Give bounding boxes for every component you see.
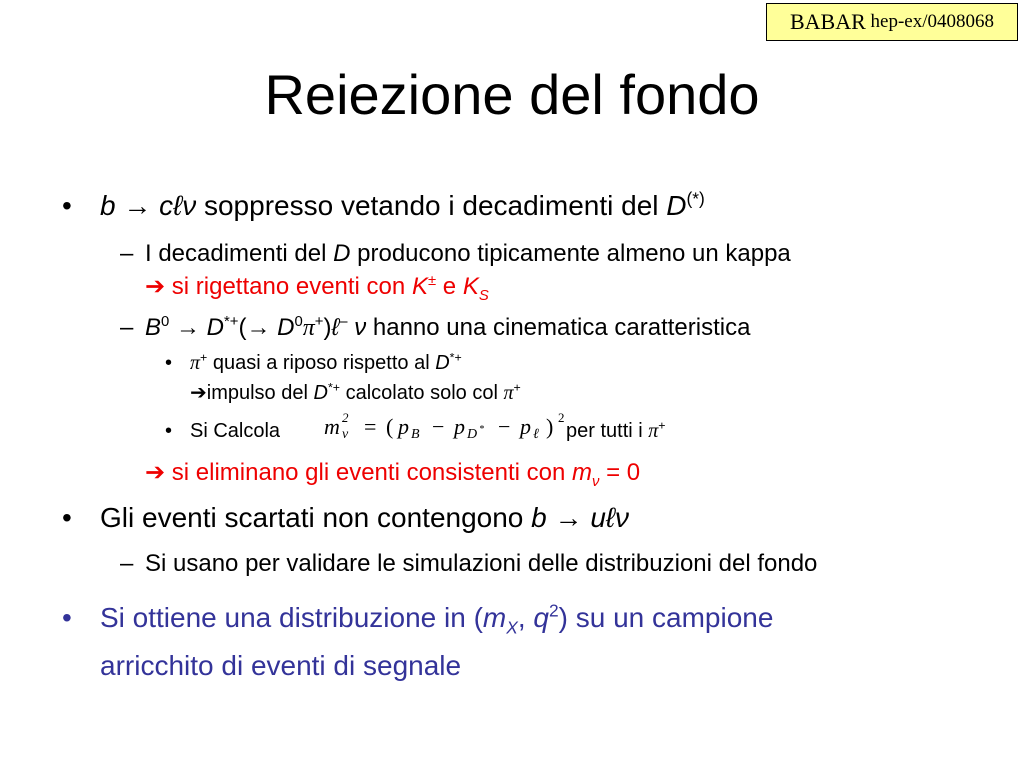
reference-tag [766, 3, 1018, 41]
meson-B-sup: 0 [161, 314, 170, 330]
formula-p-D-sub: D [467, 427, 478, 442]
meson-B: B [145, 314, 162, 341]
comma: , [517, 602, 526, 633]
subsub-1-text-c: calcolato solo col [345, 382, 498, 404]
reject-text: si rigettano eventi con [171, 273, 406, 300]
sub-2-1-text: Si usano per validare le simulazioni delle distribuzioni del fondo [145, 550, 818, 577]
mass-nu-sub: ν [592, 473, 600, 490]
sub-marker: – [120, 550, 134, 577]
subsub-marker: • [165, 352, 173, 374]
formula-m-sup: 2 [342, 410, 349, 425]
pion-sup: + [658, 418, 666, 433]
meson-D: D [333, 240, 351, 267]
sub-1-2-body: hanno una cinematica caratteristica [372, 314, 751, 341]
neutrino: ν [614, 502, 629, 533]
meson-D: D [666, 190, 687, 221]
pion-sup: + [314, 314, 324, 330]
arrow-right-icon: ➔ [190, 382, 207, 404]
mass-m: m [482, 602, 507, 633]
formula-paren-open: ( [386, 414, 394, 439]
quark-c-lepton: cℓ [159, 190, 183, 221]
subsub-2-label: Si Calcola [190, 420, 281, 442]
bullet-3-line2: arricchito di eventi di segnale [100, 650, 462, 681]
neutrino-mass-formula [312, 410, 574, 450]
momentum-q: q [533, 602, 549, 633]
formula-p-D-star: * [479, 424, 484, 435]
kaon-short: K [462, 273, 479, 300]
bullet-marker: • [62, 502, 72, 533]
subsub-1-text [190, 352, 462, 375]
kaon-charge: ± [427, 273, 437, 289]
sub-1-1-text-b: producono tipicamente almeno un kappa [357, 240, 791, 267]
arrow: → [246, 314, 271, 341]
subsub-1-text-a: quasi a riposo rispetto al [212, 352, 430, 374]
paren-open: ( [238, 314, 247, 341]
slide-title: Reiezione del fondo [264, 63, 760, 126]
pion-sup: + [513, 380, 521, 395]
meson-D: D [435, 352, 450, 374]
bullet-3-text-a: Si ottiene una distribuzione in ( [100, 602, 483, 633]
subsub-1-cont [190, 380, 521, 405]
kaon-short-sub: S [478, 287, 489, 304]
pion: π [190, 352, 201, 374]
arrow: → [554, 502, 583, 533]
mass-m: m [572, 459, 592, 486]
subsub-2-text-b: per tutti i [566, 420, 643, 442]
bullet-1-body: soppresso vetando i decadimenti del [203, 190, 659, 221]
formula-p-D: p [454, 414, 465, 439]
pion: π [503, 382, 514, 404]
subsub-marker: • [165, 420, 173, 442]
tag-experiment: BABAR [789, 9, 866, 34]
formula-p-l-sub: ℓ [533, 427, 539, 442]
arrow: → [175, 314, 200, 341]
formula-p-B-sub: B [411, 427, 420, 442]
formula-minus: − [498, 414, 511, 439]
sub-marker: – [120, 314, 134, 341]
formula-p-B: p [398, 414, 409, 439]
meson-D-sup: *+ [327, 380, 341, 395]
pion-sup: + [200, 350, 208, 365]
quark-b: b [531, 502, 547, 533]
meson-D-sup: *+ [223, 314, 239, 330]
sub-1-1-text [145, 240, 791, 268]
neutrino: ν [182, 190, 197, 221]
meson-D: D [313, 382, 328, 404]
meson-D-star: (*) [686, 188, 705, 209]
meson-D0-sup: 0 [294, 314, 303, 330]
mass-X-sub: X [506, 617, 518, 638]
bullet-2-text [100, 502, 629, 534]
arrow: → [123, 190, 152, 221]
sub-1-2-text [145, 314, 750, 342]
mass-equals-zero: = 0 [606, 459, 641, 486]
arrow-right-icon: ➔ [145, 459, 166, 486]
sub-1-2-conclusion [145, 458, 641, 490]
quark-b: b [100, 190, 116, 221]
lepton: ℓ [331, 314, 340, 341]
pion: π [302, 315, 315, 341]
lepton-sup: – [339, 314, 348, 330]
formula-square: 2 [558, 410, 565, 425]
formula-paren-close: ) [546, 414, 554, 439]
formula-minus: − [432, 414, 445, 439]
pion: π [648, 420, 659, 442]
tag-reference: hep-ex/0408068 [870, 11, 995, 32]
sub-marker: – [120, 240, 134, 267]
formula-m: m [324, 414, 340, 439]
meson-D-star-plus: D [206, 314, 224, 341]
arrow-right-icon: ➔ [145, 273, 166, 300]
formula-p-l: p [520, 414, 531, 439]
sub-1-1-conclusion [145, 272, 489, 304]
kaon-charged: K [411, 273, 428, 300]
conjunction: e [442, 273, 457, 300]
bullet-1-text [100, 190, 705, 222]
bullet-2-body: Gli eventi scartati non contengono [100, 502, 524, 533]
formula-m-sub: ν [342, 427, 349, 442]
sub-1-1-text-a: I decadimenti del [145, 240, 327, 267]
quark-u-lepton: uℓ [590, 502, 615, 533]
paren-close: ) [323, 314, 332, 341]
subsub-2-cont [566, 420, 666, 443]
q-squared: 2 [548, 600, 559, 621]
meson-D-sup: *+ [449, 350, 462, 365]
neutrino: ν [354, 314, 367, 341]
eliminate-text: si eliminano gli eventi consistenti con [171, 459, 566, 486]
bullet-3-text-b: ) su un campione [558, 602, 774, 633]
meson-D0: D [277, 314, 295, 341]
bullet-marker: • [62, 190, 72, 221]
subsub-1-text-b: impulso del [206, 382, 308, 404]
bullet-marker: • [62, 602, 72, 633]
bullet-3-text [100, 600, 774, 638]
formula-eq: = [364, 414, 377, 439]
